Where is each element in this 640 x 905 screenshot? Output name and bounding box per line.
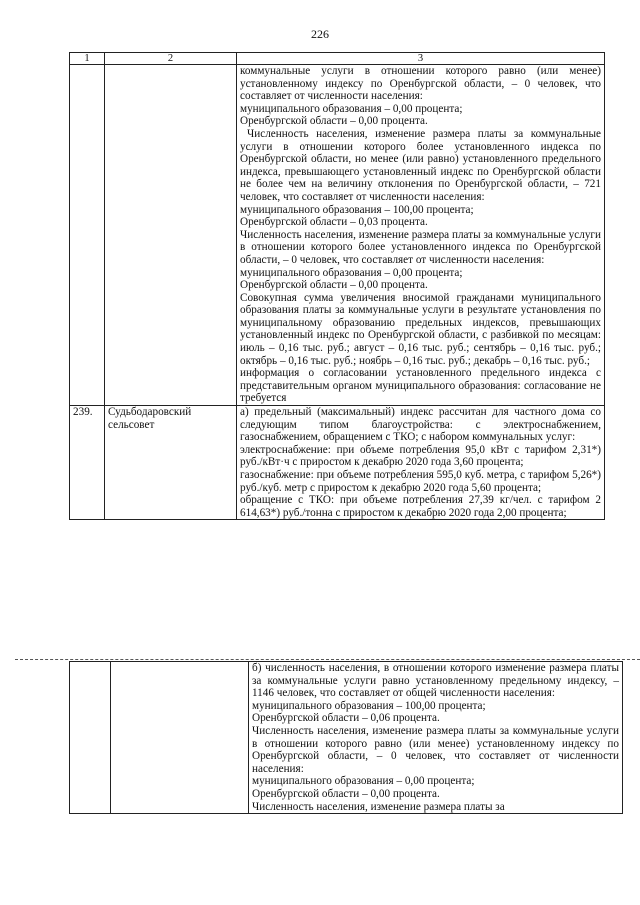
row-content-cell	[249, 662, 623, 814]
row-content-cell	[237, 65, 605, 406]
paragraph: Численность населения, изменение размера платы за	[252, 800, 505, 813]
header-col-3: 3	[237, 53, 605, 65]
paragraph: Оренбургской области – 0,03 процента.	[240, 216, 428, 229]
paragraph: информация о согласовании установленного предельного индекса с представительным органом муниципального образования: согласование не требуется	[240, 367, 601, 405]
row-number: 239.	[70, 406, 105, 520]
paragraph: электроснабжение: при объеме потребления 95,0 кВт с тарифом 2,31*) руб./кВт·ч с приростом к декабрю 2020 года 3,60 процента;	[240, 443, 601, 469]
header-col-2: 2	[105, 53, 237, 65]
paragraph: коммунальные услуги в отношении которого равно (или менее) установленному индексу по Оренбургской области, – 0 человек, что составляет от численности населения:	[240, 65, 601, 103]
row-name-cell	[111, 662, 249, 814]
table-row	[70, 65, 605, 406]
row-name: Судьбодаровский сельсовет	[105, 406, 237, 520]
paragraph: Оренбургской области – 0,00 процента.	[240, 279, 428, 292]
page-number: 226	[311, 27, 329, 41]
paragraph: Оренбургской области – 0,00 процента.	[240, 115, 428, 128]
row-number-cell	[70, 662, 111, 814]
paragraph: муниципального образования – 100,00 процента;	[252, 699, 486, 712]
table-bottom	[69, 661, 623, 814]
row-number-cell	[70, 65, 105, 406]
paragraph: муниципального образования – 100,00 процента;	[240, 203, 474, 216]
paragraph: газоснабжение: при объеме потребления 595,0 куб. метра, с тарифом 5,26*) руб./куб. метр с приростом к декабрю 2020 года 5,60 процента;	[240, 469, 601, 494]
paragraph: Оренбургской области – 0,00 процента.	[252, 787, 440, 800]
header-col-1: 1	[70, 53, 105, 65]
row-name-cell	[105, 65, 237, 406]
table-row	[70, 662, 623, 814]
paragraph: Оренбургской области – 0,06 процента.	[252, 712, 440, 725]
table-row	[70, 406, 605, 520]
paragraph: обращение с ТКО: при объеме потребления 27,39 кг/чел. с тарифом 2 614,63*) руб./тонна с приростом к декабрю 2020 года 2,00 процента;	[240, 494, 601, 519]
table-top	[69, 52, 605, 520]
paragraph: муниципального образования – 0,00 процента;	[240, 102, 463, 115]
scan-fold-line	[15, 659, 640, 660]
header-row	[70, 53, 605, 65]
paragraph: Совокупная сумма увеличения вносимой гражданами муниципального образования платы за коммунальные услуги в результате установления по муниципальному образованию предельных индексов, превышающих установленный индекс по Оренбургской области, с разбивкой по месяцам: июль – 0,16 тыс. руб.; август – 0,16 тыс. руб.; сентябрь – 0,16 тыс. руб.; октябрь – 0,16 тыс. руб.; ноябрь – 0,16 тыс. руб.; декабрь – 0,16 тыс. руб.;	[240, 291, 601, 367]
row-content-cell	[237, 406, 605, 520]
paragraph: Численность населения, изменение размера платы за коммунальные услуги в отношении которого более установленного индекса по Оренбургской области, но менее (или равно) установленного предельного индекса, превышающего установленный индекс по Оренбургской области не более чем на величину отклонения по Оренбургской области, – 721 человек, что составляет от численности населения:	[240, 127, 601, 203]
paragraph: муниципального образования – 0,00 процента;	[240, 266, 463, 279]
paragraph: а) предельный (максимальный) индекс рассчитан для частного дома со следующим типом благоустройства: с электроснабжением, газоснабжением, обращением с ТКО; с набором коммунальных услуг:	[240, 406, 601, 444]
paragraph: б) численность населения, в отношении которого изменение размера платы за коммунальные услуги равно установленному предельному индексу, – 1146 человек, что составляет от общей численности населения:	[252, 662, 619, 700]
paragraph: Численность населения, изменение размера платы за коммунальные услуги в отношении которого равно (или менее) установленному индексу по Оренбургской области, – 0 человек, что составляет от численности населения:	[252, 724, 619, 775]
paragraph: муниципального образования – 0,00 процента;	[252, 775, 475, 788]
paragraph: Численность населения, изменение размера платы за коммунальные услуги в отношении которого более установленного индекса по Оренбургской области, – 0 человек, что составляет от численности населения:	[240, 228, 601, 266]
